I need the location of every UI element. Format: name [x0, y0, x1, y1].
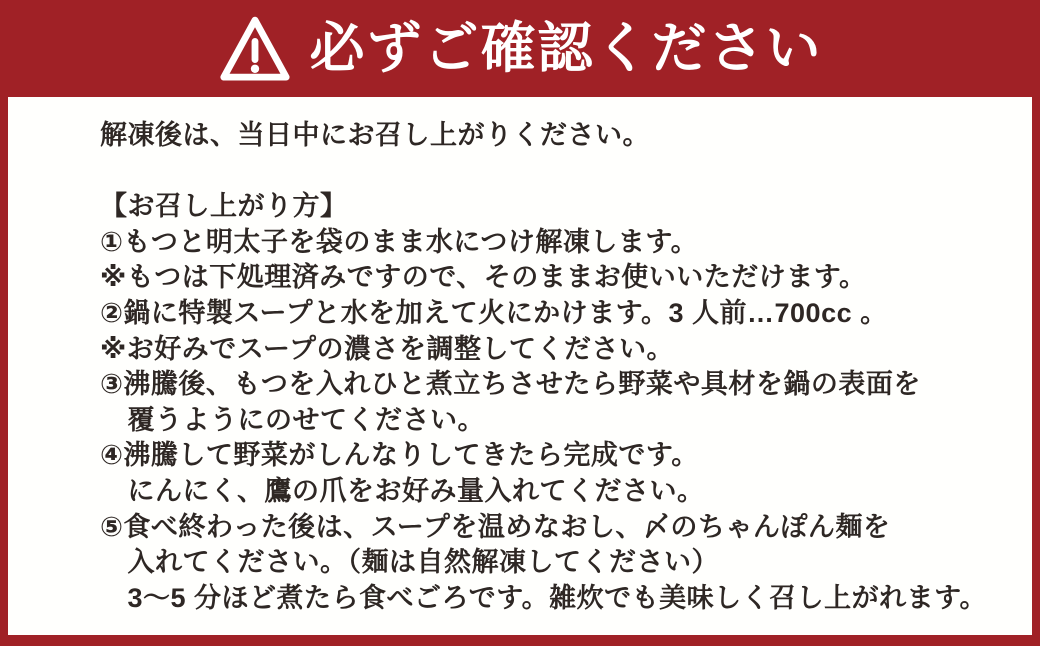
- warning-header: [0, 0, 1040, 97]
- instruction-line-10: 入れてください。（麺は自然解凍してください）: [100, 547, 719, 578]
- instruction-line-6: 覆うようにのせてください。: [100, 404, 485, 435]
- page-title: 必ずご確認ください: [309, 17, 823, 79]
- notice-panel: [8, 97, 1032, 635]
- instruction-line-5: ③沸騰後、もつを入れひと煮立ちさせたら野菜や具材を鍋の表面を: [100, 369, 921, 400]
- instruction-line-7: ④沸騰して野菜がしんなりしてきたら完成です。: [100, 440, 699, 471]
- instruction-line-3: ②鍋に特製スープと水を加えて火にかけます。3 人前…700cc 。: [100, 297, 888, 328]
- instruction-line-11: 3〜5 分ほど煮たら食べごろです。雑炊でも美味しく召し上がれます。: [100, 582, 987, 613]
- instruction-line-2: ※もつは下処理済みですので、そのままお使いいただけます。: [100, 262, 867, 293]
- instruction-line-8: にんにく、鷹の爪をお好み量入れてください。: [100, 475, 705, 506]
- instruction-line-9: ⑤食べ終わった後は、スープを温めなおし、〆のちゃんぽん麺を: [100, 511, 891, 542]
- instruction-line-1: ①もつと明太子を袋のまま水につけ解凍します。: [100, 226, 699, 257]
- instruction-line-4: ※お好みでスープの濃さを調整してください。: [100, 333, 675, 364]
- intro-line: 解凍後は、当日中にお召し上がりください。: [100, 120, 650, 150]
- warning-triangle-icon: [217, 13, 293, 85]
- section-title: 【お召し上がり方】: [100, 191, 348, 222]
